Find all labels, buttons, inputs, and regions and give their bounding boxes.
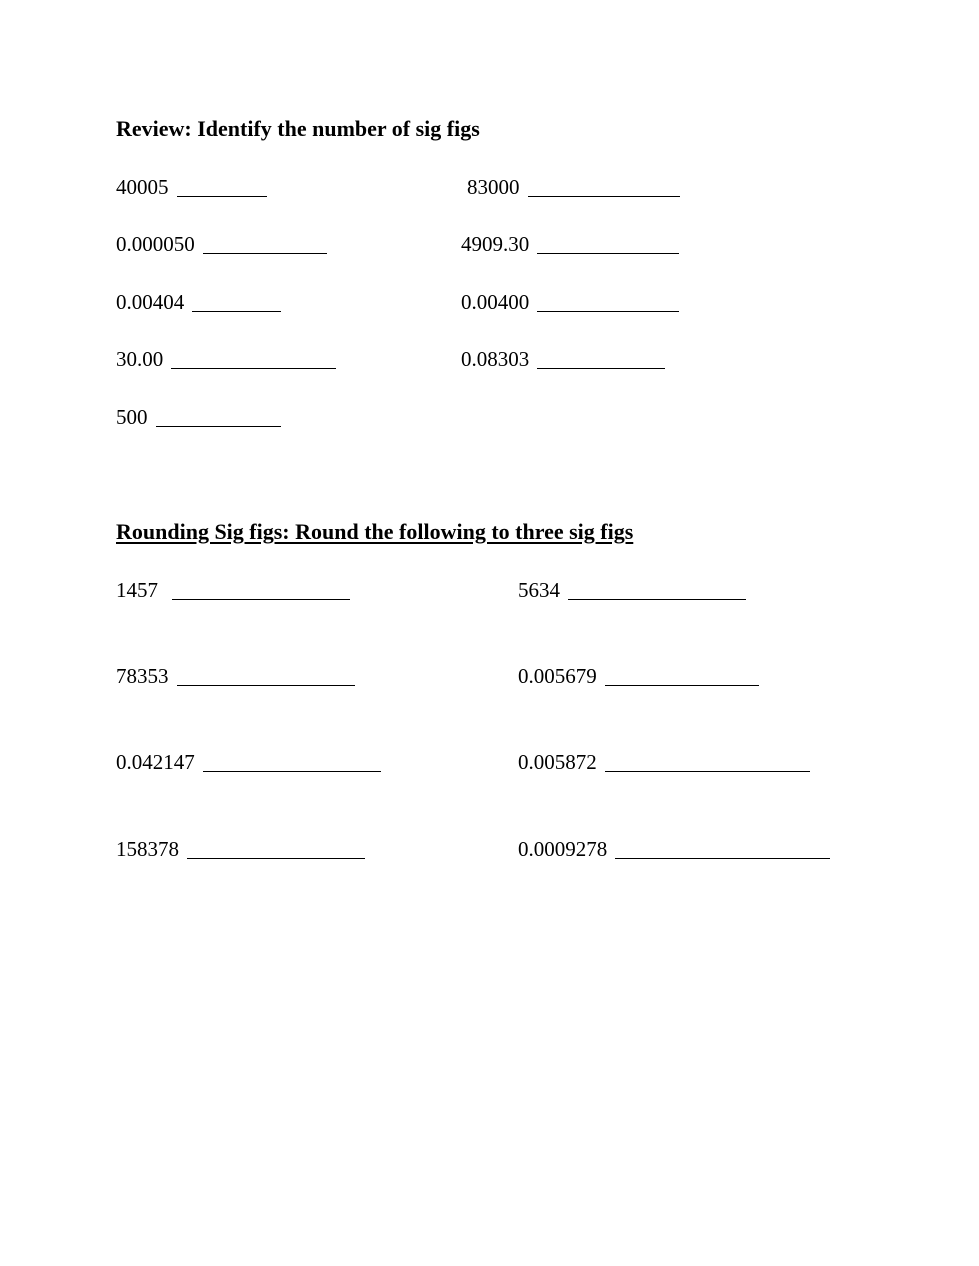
answer-blank[interactable] bbox=[537, 235, 679, 254]
problem-value: 83000 bbox=[467, 175, 520, 199]
answer-blank[interactable] bbox=[537, 350, 665, 369]
rounding-problem bbox=[518, 580, 746, 601]
answer-blank[interactable] bbox=[615, 840, 830, 859]
problem-value: 0.00404 bbox=[116, 290, 185, 314]
problem-value: 5634 bbox=[518, 578, 560, 602]
problem-value: 0.000050 bbox=[116, 232, 195, 256]
problem-value: 0.042147 bbox=[116, 750, 195, 774]
problem-value: 40005 bbox=[116, 175, 169, 199]
rounding-problem bbox=[116, 752, 381, 773]
answer-blank[interactable] bbox=[156, 408, 281, 427]
rounding-heading: Rounding Sig figs: Round the following to three sig figs bbox=[116, 519, 634, 544]
answer-blank[interactable] bbox=[187, 840, 365, 859]
rounding-problem bbox=[518, 839, 830, 860]
problem-value: 0.08303 bbox=[461, 347, 530, 371]
rounding-problem bbox=[116, 580, 350, 601]
rounding-problem bbox=[116, 839, 365, 860]
answer-blank[interactable] bbox=[203, 235, 327, 254]
problem-value: 0.00400 bbox=[461, 290, 530, 314]
review-problem bbox=[116, 292, 281, 313]
review-problem bbox=[461, 292, 679, 313]
answer-blank[interactable] bbox=[177, 667, 355, 686]
problem-value: 30.00 bbox=[116, 347, 164, 371]
problem-value: 0.0009278 bbox=[518, 837, 608, 861]
answer-blank[interactable] bbox=[172, 581, 350, 600]
review-problem bbox=[116, 407, 281, 428]
problem-value: 0.005872 bbox=[518, 750, 597, 774]
answer-blank[interactable] bbox=[171, 350, 336, 369]
problem-value: 158378 bbox=[116, 837, 179, 861]
review-heading: Review: Identify the number of sig figs bbox=[116, 116, 480, 141]
problem-value: 78353 bbox=[116, 664, 169, 688]
answer-blank[interactable] bbox=[528, 178, 680, 197]
review-problem bbox=[467, 177, 680, 198]
problem-value: 500 bbox=[116, 405, 148, 429]
review-problem bbox=[461, 349, 665, 370]
problem-value: 1457 bbox=[116, 578, 158, 602]
answer-blank[interactable] bbox=[203, 753, 381, 772]
rounding-problem bbox=[518, 752, 810, 773]
answer-blank[interactable] bbox=[192, 293, 281, 312]
rounding-problem bbox=[518, 666, 759, 687]
answer-blank[interactable] bbox=[605, 753, 810, 772]
review-problem bbox=[116, 349, 336, 370]
review-problem bbox=[461, 234, 679, 255]
review-problem bbox=[116, 234, 327, 255]
problem-value: 0.005679 bbox=[518, 664, 597, 688]
answer-blank[interactable] bbox=[568, 581, 746, 600]
answer-blank[interactable] bbox=[605, 667, 759, 686]
rounding-problem bbox=[116, 666, 355, 687]
answer-blank[interactable] bbox=[537, 293, 679, 312]
answer-blank[interactable] bbox=[177, 178, 267, 197]
problem-value: 4909.30 bbox=[461, 232, 530, 256]
review-problem bbox=[116, 177, 267, 198]
